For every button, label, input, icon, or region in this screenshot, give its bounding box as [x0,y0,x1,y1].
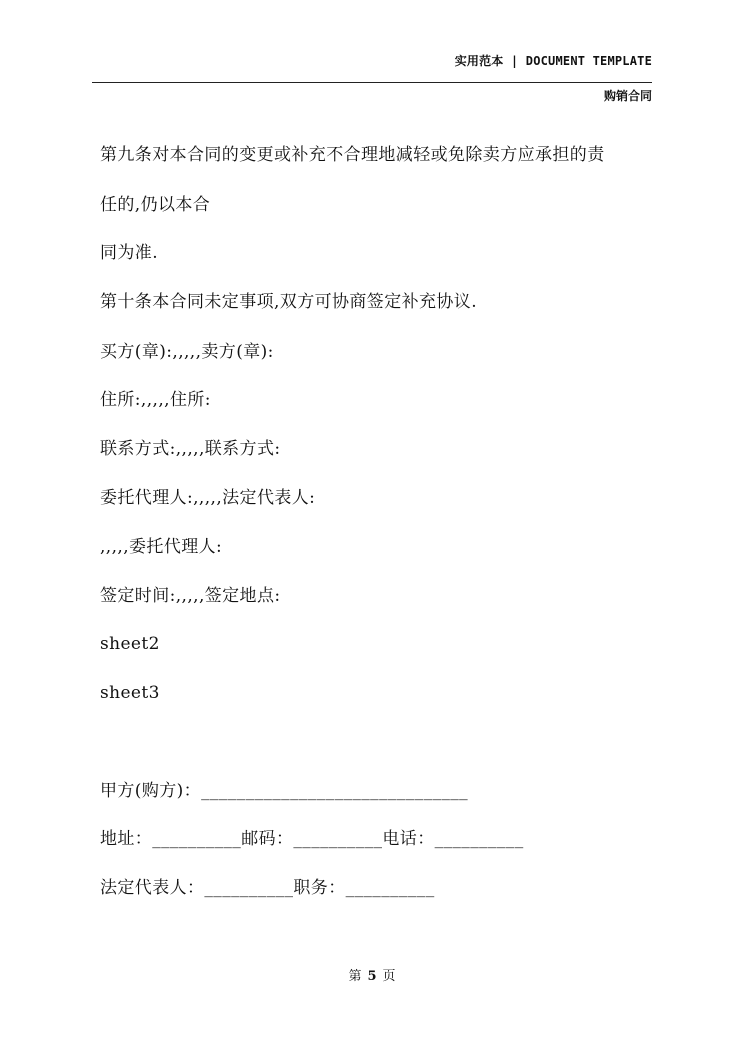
sheet-label-3: sheet3 [100,683,160,703]
signature-agent-representative: 委托代理人:,,,,,法定代表人: [100,488,316,508]
signature-address: 住所:,,,,,住所: [100,390,211,410]
clause-10: 第十条本合同未定事项,双方可协商签定补充协议. [100,292,478,312]
clause-9-line-2: 任的,仍以本合 [100,195,211,215]
sheet-label-2: sheet2 [100,634,160,654]
signature-buyer-seller: 买方(章):,,,,,卖方(章): [100,342,274,362]
signature-agent: ,,,,,委托代理人: [100,537,223,557]
address-postcode-phone-line: 地址：__________邮码：__________电话：__________ [100,829,524,849]
header-subtitle: 购销合同 [603,89,652,103]
footer-prefix: 第 [348,969,362,984]
party-a-line: 甲方(购方)：______________________________ [100,781,469,801]
header-divider [92,82,652,83]
signature-contact: 联系方式:,,,,,联系方式: [100,439,281,459]
signature-date-place: 签定时间:,,,,,签定地点: [100,586,281,606]
clause-9-line-3: 同为准. [100,243,159,263]
footer-suffix: 页 [382,969,396,984]
header-title: 实用范本 | DOCUMENT TEMPLATE [454,54,652,68]
representative-position-line: 法定代表人：__________职务：__________ [100,878,435,898]
page-footer [0,965,744,984]
page-number: 5 [367,969,377,984]
clause-9-line-1: 第九条对本合同的变更或补充不合理地减轻或免除卖方应承担的责 [100,145,605,165]
